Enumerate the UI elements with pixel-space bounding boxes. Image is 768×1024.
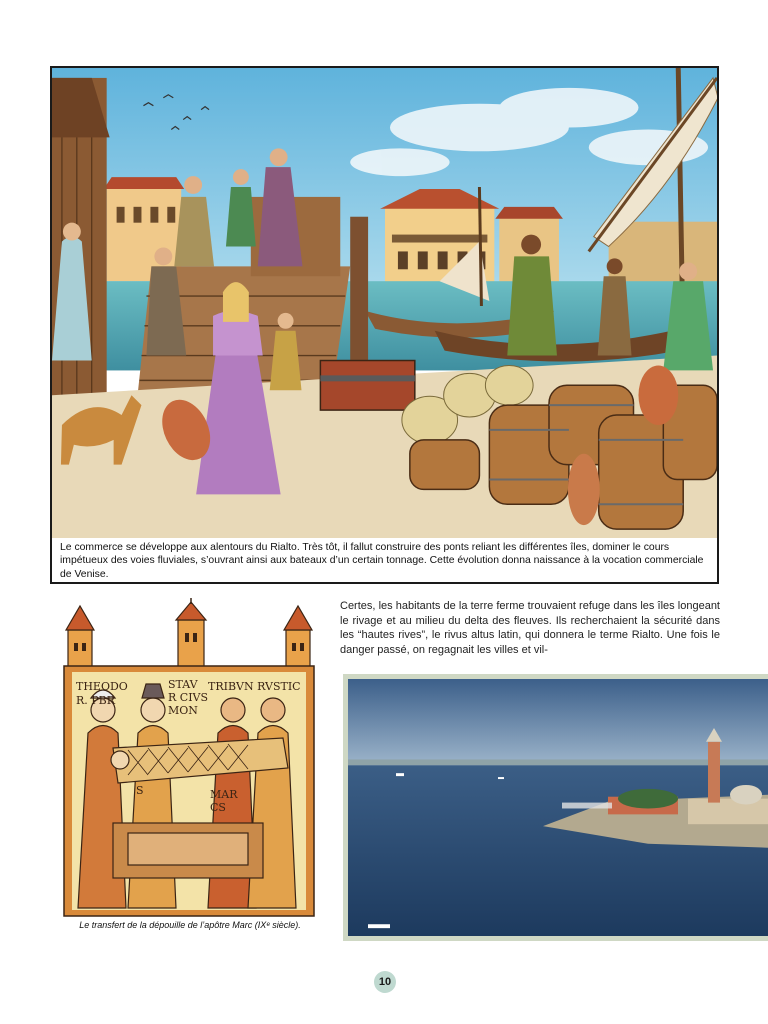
buildings-left	[104, 177, 185, 281]
inscription-rpbr: R. PBR	[76, 694, 116, 707]
inscription-cs: CS	[210, 801, 226, 814]
fresco-caption: Le transfert de la dépouille de l’apôtre Marc (IXᵉ siècle).	[79, 920, 301, 930]
inscription-stav: STAV	[168, 678, 198, 691]
inscription-tribun: TRIBVN RVSTIC	[208, 680, 301, 693]
chest	[320, 361, 414, 411]
venice-lagoon-photo	[343, 674, 768, 941]
inscription-theodo: THEODO	[76, 680, 128, 693]
campanile	[708, 742, 720, 803]
fresco-svg	[58, 598, 320, 918]
inscription-mar: MAR	[210, 788, 238, 801]
inscription-mon: MON	[168, 704, 198, 717]
lagoon-photo-svg	[348, 679, 768, 936]
page-number-badge: 10	[374, 971, 396, 993]
main-illustration	[50, 66, 719, 541]
inscription-s: S	[136, 784, 144, 797]
inscription-rcius: R CIVS	[168, 691, 209, 704]
photo-sky	[348, 679, 768, 767]
body-paragraph: Certes, les habitants de la terre ferme trouvaient refuge dans les îles longeant le rivage et au milieu du delta des fleuves. Ils recherchaient la sécurité dans les “hautes rives”, le rivus altus latin, qui donnera le terme Rialto. Une fois le danger passé, on regagnait les villes et vil-	[340, 600, 720, 656]
main-caption: Le commerce se développe aux alentours du Rialto. Très tôt, il fallut construire des ponts reliant les différentes îles, dominer le cours impétueux des voies fluviales, s’ouvrant ainsi aux bateaux d’un certain tonnage. Cette évolution donna naissance à la vocation commerciale de Venise.	[50, 538, 719, 584]
distant-shore	[348, 759, 768, 765]
lagoon-water	[348, 765, 768, 936]
rialto-harbor-scene	[52, 68, 717, 539]
fresco-illustration	[58, 598, 320, 918]
